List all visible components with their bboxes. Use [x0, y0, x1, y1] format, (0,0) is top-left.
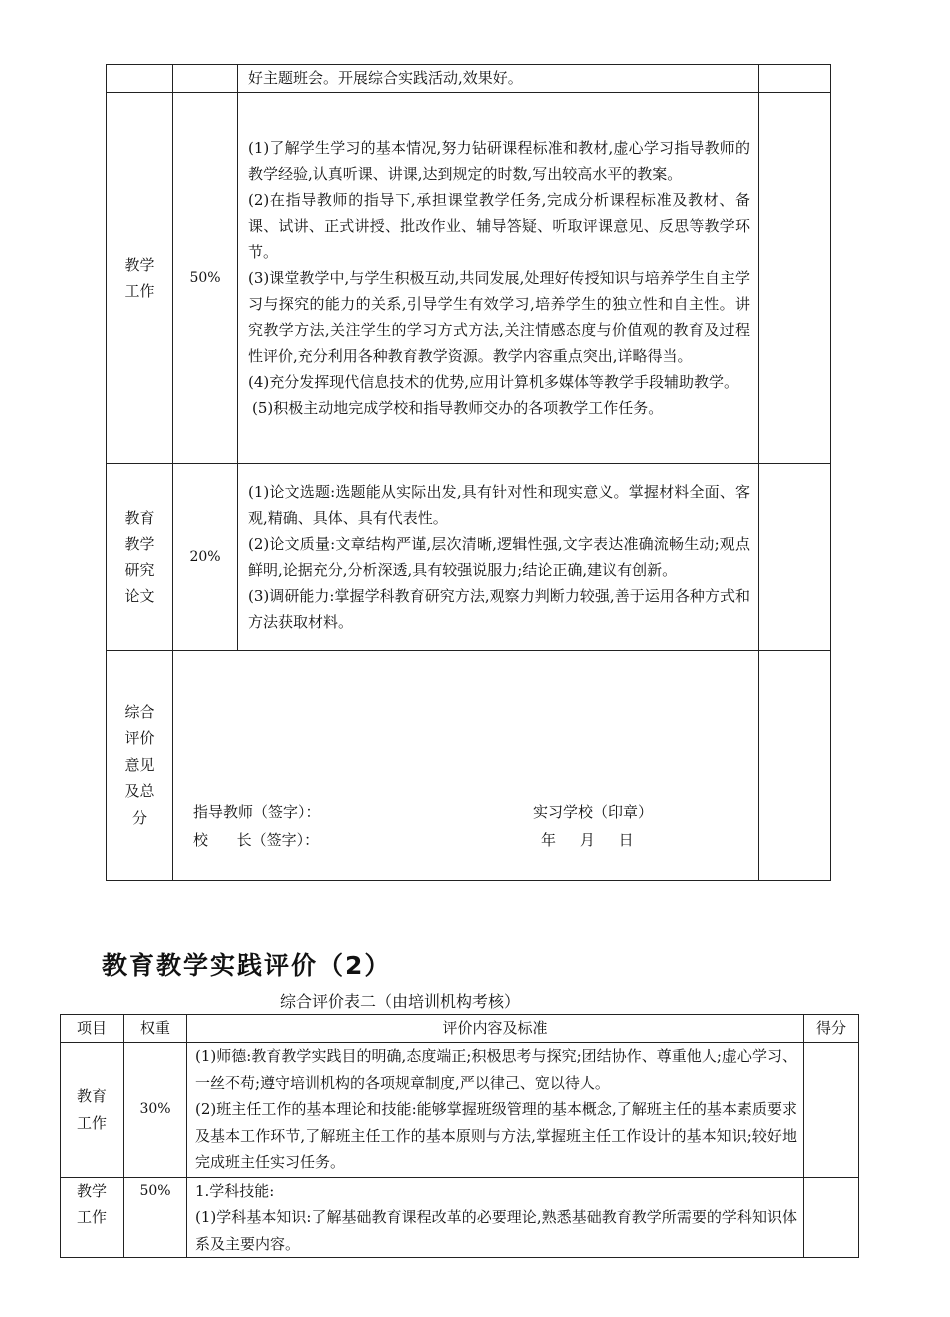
criteria-paragraph: (2)在指导教师的指导下,承担课堂教学任务,完成分析课程标准及教材、备课、试讲、正式讲授、批改作业、辅导答疑、听取评课意见、反思等教学环节。	[248, 190, 750, 261]
content-cell	[238, 463, 759, 650]
content-cell	[187, 1177, 804, 1258]
weight-cell: 50%	[124, 1177, 187, 1258]
table-row	[107, 650, 831, 880]
criteria-paragraph: (4)充分发挥现代信息技术的优势,应用计算机多媒体等教学手段辅助教学。	[248, 372, 740, 391]
table-header-row	[61, 1015, 859, 1043]
criteria-paragraph: (2)论文质量:文章结构严谨,层次清晰,逻辑性强,文字表达准确流畅生动;观点鲜明,论据充分,分析深透,具有较强说服力;结论正确,建议有创新。	[248, 534, 750, 579]
score-cell	[759, 65, 831, 93]
item-cell: 教学 工作	[61, 1177, 124, 1258]
evaluation-table-2	[60, 1014, 859, 1258]
criteria-paragraph: (1)了解学生学习的基本情况,努力钻研课程标准和教材,虚心学习指导教师的教学经验,认真听课、讲课,达到规定的时数,写出较高水平的教案。	[248, 138, 750, 183]
score-cell	[804, 1177, 859, 1258]
criteria-paragraph: (3)调研能力:掌握学科教育研究方法,观察力判断力较强,善于运用各种方式和方法获取材料。	[248, 586, 750, 631]
criteria-paragraph: (2)班主任工作的基本理论和技能:能够掌握班级管理的基本概念,了解班主任的基本素质要求及基本工作环节,了解班主任工作的基本原则与方法,掌握班主任工作设计的基本知识;较好地完成班主任实习任务。	[195, 1100, 797, 1172]
content-cell	[238, 92, 759, 463]
mentor-signature-label: 指导教师（签字）：	[193, 802, 321, 821]
item-cell: 教学 工作	[107, 92, 173, 463]
content-cell: 好主题班会。开展综合实践活动,效果好。	[238, 65, 759, 93]
score-cell	[759, 92, 831, 463]
column-header: 项目	[61, 1015, 124, 1043]
score-cell	[759, 463, 831, 650]
table-row	[61, 1042, 859, 1177]
item-cell: 教育 工作	[61, 1042, 124, 1177]
table-caption: 综合评价表二（由培训机构考核）	[280, 992, 521, 1011]
criteria-paragraph: (1)论文选题:选题能从实际出发,具有针对性和现实意义。掌握材料全面、客观,精确、具体、具有代表性。	[248, 482, 750, 527]
table-row	[107, 92, 831, 463]
table-row	[107, 65, 831, 93]
criteria-paragraph: (5)积极主动地完成学校和指导教师交办的各项教学工作任务。	[252, 398, 664, 417]
item-cell	[107, 65, 173, 93]
evaluation-table-1	[106, 64, 831, 881]
weight-cell	[173, 65, 238, 93]
criteria-paragraph: (1)学科基本知识:了解基础教育课程改革的必要理论,熟悉基础教育教学所需要的学科知识体系及主要内容。	[195, 1208, 797, 1253]
item-cell: 教育 教学 研究 论文	[107, 463, 173, 650]
column-header: 得分	[804, 1015, 859, 1043]
section-heading: 教育教学实践评价（2）	[102, 951, 392, 980]
weight-cell: 20%	[173, 463, 238, 650]
date-label: 年 月 日	[541, 830, 634, 849]
table-row	[61, 1177, 859, 1258]
item-cell: 综合 评价 意见 及总 分	[107, 650, 173, 880]
evaluation-signature-cell	[173, 650, 759, 880]
column-header: 权重	[124, 1015, 187, 1043]
table-row	[107, 463, 831, 650]
criteria-paragraph: 1.学科技能:	[195, 1181, 275, 1200]
criteria-paragraph: (3)课堂教学中,与学生积极互动,共同发展,处理好传授知识与培养学生自主学习与探究的能力的关系,引导学生有效学习,培养学生的独立性和自主性。讲究教学方法,关注学生的学习方式方法,关注情感态度与价值观的教育及过程性评价,充分利用各种教育教学资源。教学内容重点突出,详略得当。	[248, 268, 750, 365]
score-cell	[804, 1042, 859, 1177]
column-header: 评价内容及标准	[187, 1015, 804, 1043]
score-cell	[759, 650, 831, 880]
weight-cell: 50%	[173, 92, 238, 463]
principal-signature-label: 校 长（签字）：	[193, 830, 320, 849]
weight-cell: 30%	[124, 1042, 187, 1177]
content-cell	[187, 1042, 804, 1177]
school-seal-label: 实习学校（印章）	[533, 802, 654, 821]
criteria-paragraph: (1)师德:教育教学实践目的明确,态度端正;积极思考与探究;团结协作、尊重他人;虚心学习、一丝不苟;遵守培训机构的各项规章制度,严以律己、宽以待人。	[195, 1047, 797, 1092]
